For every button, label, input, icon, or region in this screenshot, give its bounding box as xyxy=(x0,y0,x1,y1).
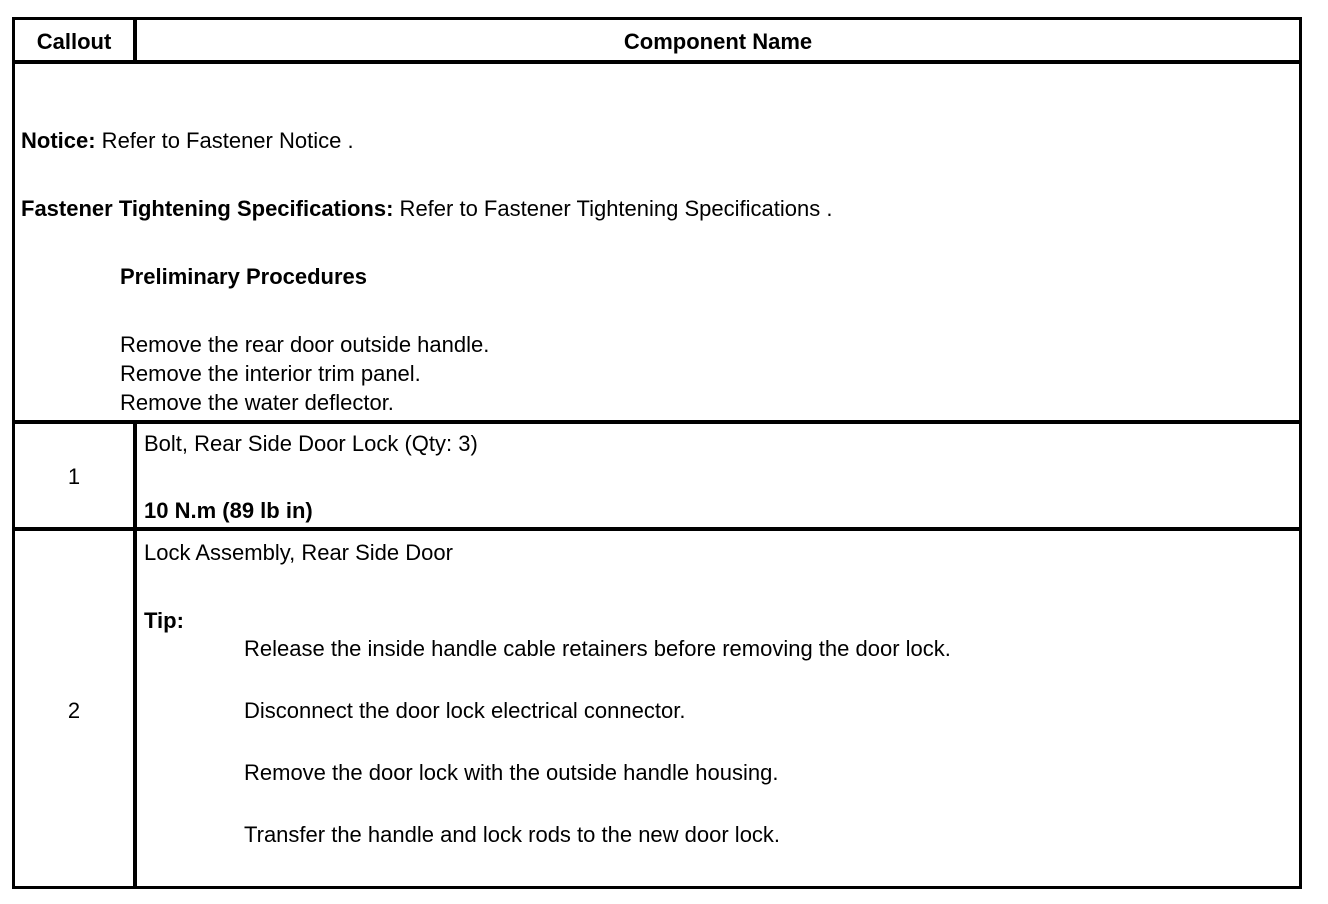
header-callout: Callout xyxy=(36,29,112,54)
tip-label: Tip: xyxy=(144,608,184,633)
component-name: Bolt, Rear Side Door Lock (Qty: 3) xyxy=(144,431,478,456)
tip-step: Remove the door lock with the outside handle housing. xyxy=(244,760,779,785)
intro-divider xyxy=(15,420,1299,424)
component-table xyxy=(12,17,1302,889)
spec-label: Fastener Tightening Specifications: xyxy=(21,196,394,221)
callout-number: 2 xyxy=(67,698,81,723)
component-name: Lock Assembly, Rear Side Door xyxy=(144,540,453,565)
torque-spec: 10 N.m (89 lb in) xyxy=(144,498,313,523)
spec-text: Refer to Fastener Tightening Specifications . xyxy=(393,196,833,221)
row1-divider xyxy=(15,527,1299,531)
tip-step: Disconnect the door lock electrical connector. xyxy=(244,698,686,723)
notice-line xyxy=(21,129,354,153)
header-divider xyxy=(15,60,1299,64)
preliminary-title: Preliminary Procedures xyxy=(120,264,368,289)
preliminary-step: Remove the interior trim panel. xyxy=(120,361,421,386)
spec-line xyxy=(21,197,832,221)
notice-label: Notice: xyxy=(21,128,96,153)
preliminary-step: Remove the rear door outside handle. xyxy=(120,332,490,357)
header-component-name: Component Name xyxy=(623,29,813,54)
tip-step: Release the inside handle cable retainers before removing the door lock. xyxy=(244,636,951,661)
column-divider-rows xyxy=(133,422,137,886)
preliminary-step: Remove the water deflector. xyxy=(120,390,394,415)
callout-number: 1 xyxy=(67,464,81,489)
tip-step: Transfer the handle and lock rods to the new door lock. xyxy=(244,822,781,847)
notice-text: Refer to Fastener Notice . xyxy=(95,128,354,153)
